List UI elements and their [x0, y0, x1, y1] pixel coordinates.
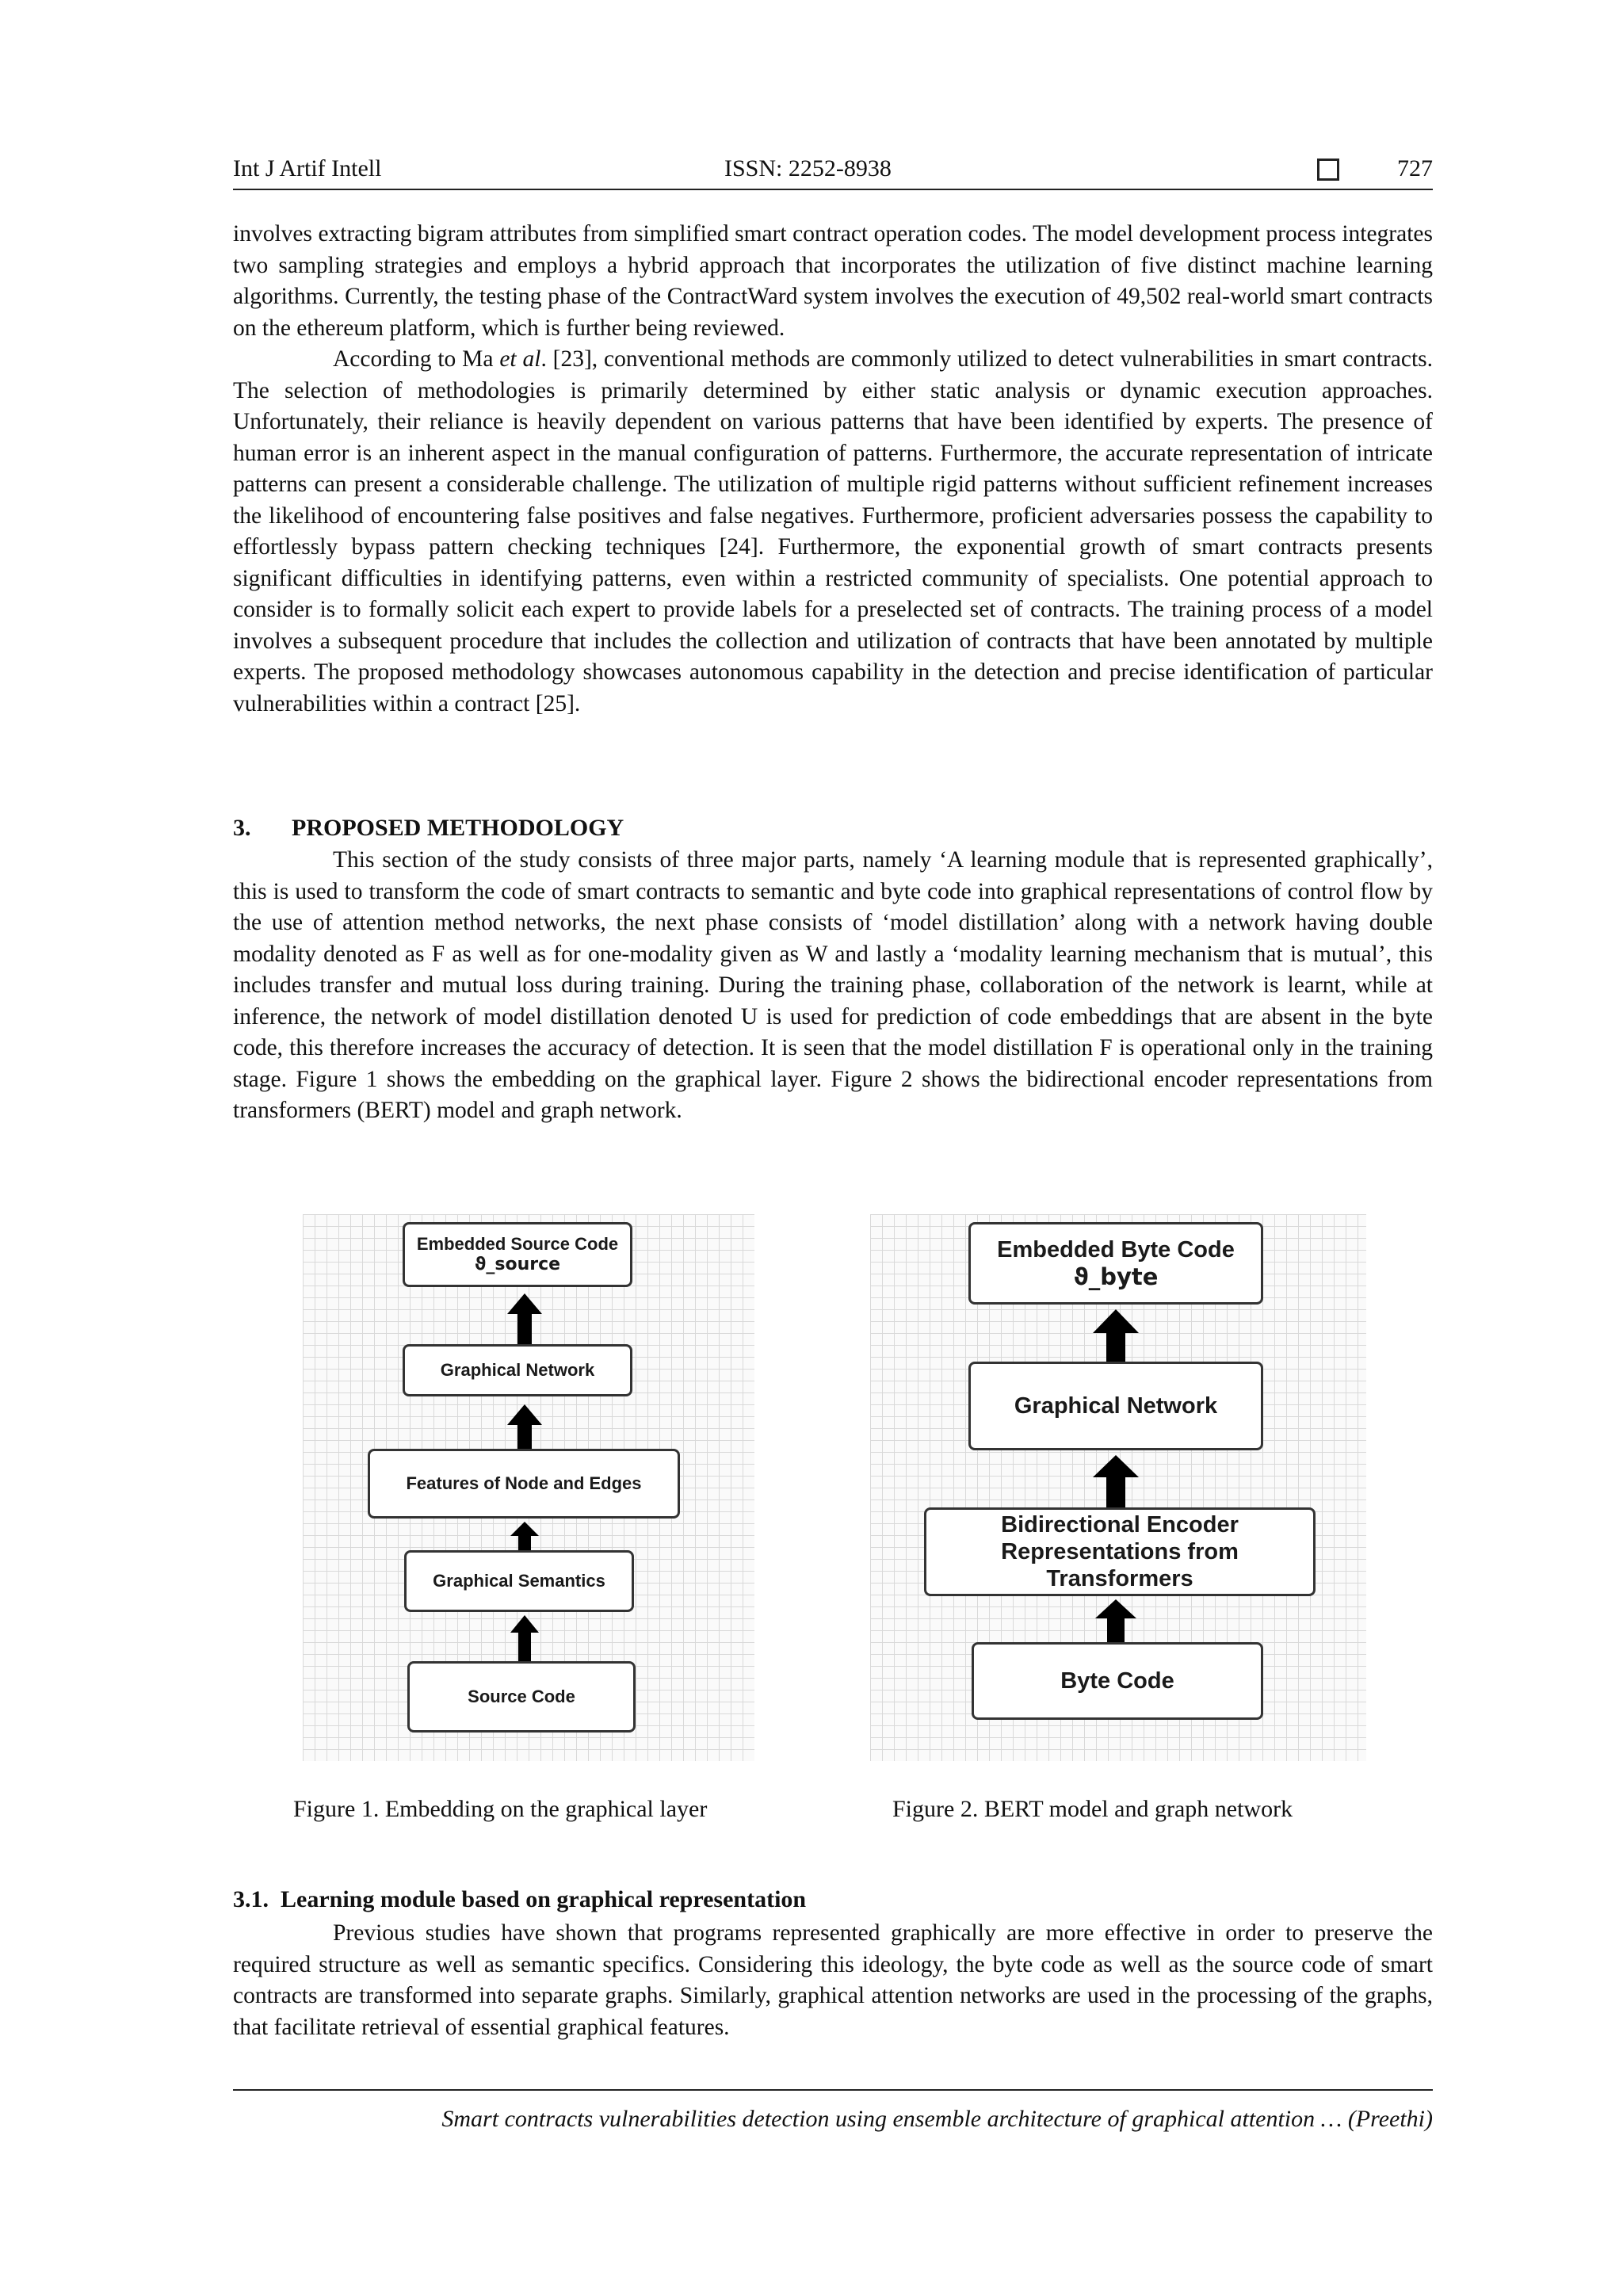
box-label: ϑ_byte [1073, 1263, 1159, 1290]
graphical-network-box: Graphical Network [403, 1344, 632, 1396]
footer-rule [233, 2089, 1433, 2091]
embedded-byte-code-box [968, 1222, 1263, 1305]
figure-2-caption: Figure 2. BERT model and graph network [892, 1796, 1293, 1822]
square-bullet-icon [1317, 159, 1339, 181]
paragraph-2-italic: et al [499, 346, 541, 372]
paragraph-2 [233, 344, 1433, 720]
section-heading-3 [233, 815, 624, 842]
box-label: Embedded Source Code [416, 1234, 619, 1254]
graphical-network-box: Graphical Network [968, 1362, 1263, 1450]
embedded-source-code-box [403, 1222, 632, 1287]
box-label: ϑ_source [474, 1255, 561, 1274]
page-number: 727 [1397, 155, 1433, 181]
running-header [233, 155, 1433, 192]
paragraph-4: Previous studies have shown that programs represented graphically are more effective in order to preserve the required structure as well as semantic specifics. Considering this ideology, the byte code as well as the source code of smart contracts are transformed into separate graphs. Similarly, graphical attention networks are used in the processing of the graphs, that facilitate retrieval of essential graphical features. [233, 1920, 1433, 2040]
issn: ISSN: 2252-8938 [724, 155, 892, 181]
section-title: PROPOSED METHODOLOGY [292, 815, 624, 841]
up-arrow-icon [1090, 1450, 1142, 1514]
up-arrow-icon [505, 1287, 544, 1344]
features-node-edges-box: Features of Node and Edges [368, 1449, 680, 1519]
box-label: Bidirectional Encoder [1001, 1512, 1239, 1538]
paragraph-3: This section of the study consists of three major parts, namely ‘A learning module that is represented graphically’, this is used to transform the code of smart contracts to semantic and byte code into graphical representations of control flow by the use of attention method networks, the next phase consists of ‘model distillation’ along with a network having double modality denoted as F as well as for one-modality given as W and lastly a ‘modality learning mechanism that is mutual’, this includes transfer and mutual loss during training. During the training phase, collaboration of the network is learnt, while at inference, the network of model distillation denoted U is used for prediction of code embeddings that are absent in the byte code, this therefore increases the accuracy of detection. It is seen that the model distillation F is operational only in the training stage. Figure 1 shows the embedding on the graphical layer. Figure 2 shows the bidirectional encoder representations from transformers (BERT) model and graph network. [233, 847, 1433, 1123]
running-footer: Smart contracts vulnerabilities detection using ensemble architecture of graphical attention … (Preethi) [441, 2106, 1433, 2132]
graphical-semantics-box: Graphical Semantics [404, 1550, 634, 1612]
header-rule [233, 189, 1433, 190]
paragraph-1: involves extracting bigram attributes from simplified smart contract operation codes. The model development process integrates two sampling strategies and employs a hybrid approach that incorporates the utilization of five distinct machine learning algorithms. Currently, the testing phase of the ContractWard system involves the execution of 49,502 real-world smart contracts on the ethereum platform, which is further being reviewed. [233, 221, 1433, 341]
up-arrow-icon [507, 1610, 542, 1661]
box-label: Embedded Byte Code [997, 1237, 1235, 1263]
box-label: Transformers [1046, 1566, 1193, 1591]
section-heading-3-1 [233, 1886, 806, 1913]
figure-1-diagram [303, 1214, 754, 1761]
paragraph-2-start: According to Ma [333, 346, 500, 372]
byte-code-box: Byte Code [972, 1642, 1263, 1720]
figure-2-diagram [870, 1214, 1366, 1761]
up-arrow-icon [1092, 1595, 1140, 1645]
source-code-box: Source Code [407, 1661, 636, 1733]
section-number: 3.1. [233, 1886, 269, 1912]
figure-1-caption: Figure 1. Embedding on the graphical layer [293, 1796, 708, 1822]
section-title: Learning module based on graphical representation [281, 1886, 807, 1912]
journal-name: Int J Artif Intell [233, 155, 382, 181]
paragraph-2-rest: . [23], conventional methods are commonly utilized to detect vulnerabilities in smart contracts. The selection of methodologies is primarily determined by either static analysis or dynamic execution approaches. Unfortunately, their reliance is heavily dependent on various patterns that have been identified by experts. The presence of human error is an inherent aspect in the manual configuration of patterns. Furthermore, the accurate representation of intricate patterns can present a considerable challenge. The utilization of multiple rigid patterns without sufficient refinement increases the likelihood of encountering false positives and false negatives. Furthermore, proficient adversaries possess the capability to effortlessly bypass pattern checking techniques [24]. Furthermore, the exponential growth of smart contracts presents significant difficulties in identifying patterns, even within a restricted community of specialists. One potential approach to consider is to formally solicit each expert to provide labels for a preselected set of contracts. The training process of a model involves a subsequent procedure that includes the collection and utilization of contracts that have been annotated by multiple experts. The proposed methodology showcases autonomous capability in the detection and precise identification of particular vulnerabilities within a contract [25]. [233, 346, 1433, 716]
box-label: Representations from [1001, 1539, 1239, 1564]
section-number: 3. [233, 815, 251, 841]
bert-box [924, 1507, 1316, 1596]
